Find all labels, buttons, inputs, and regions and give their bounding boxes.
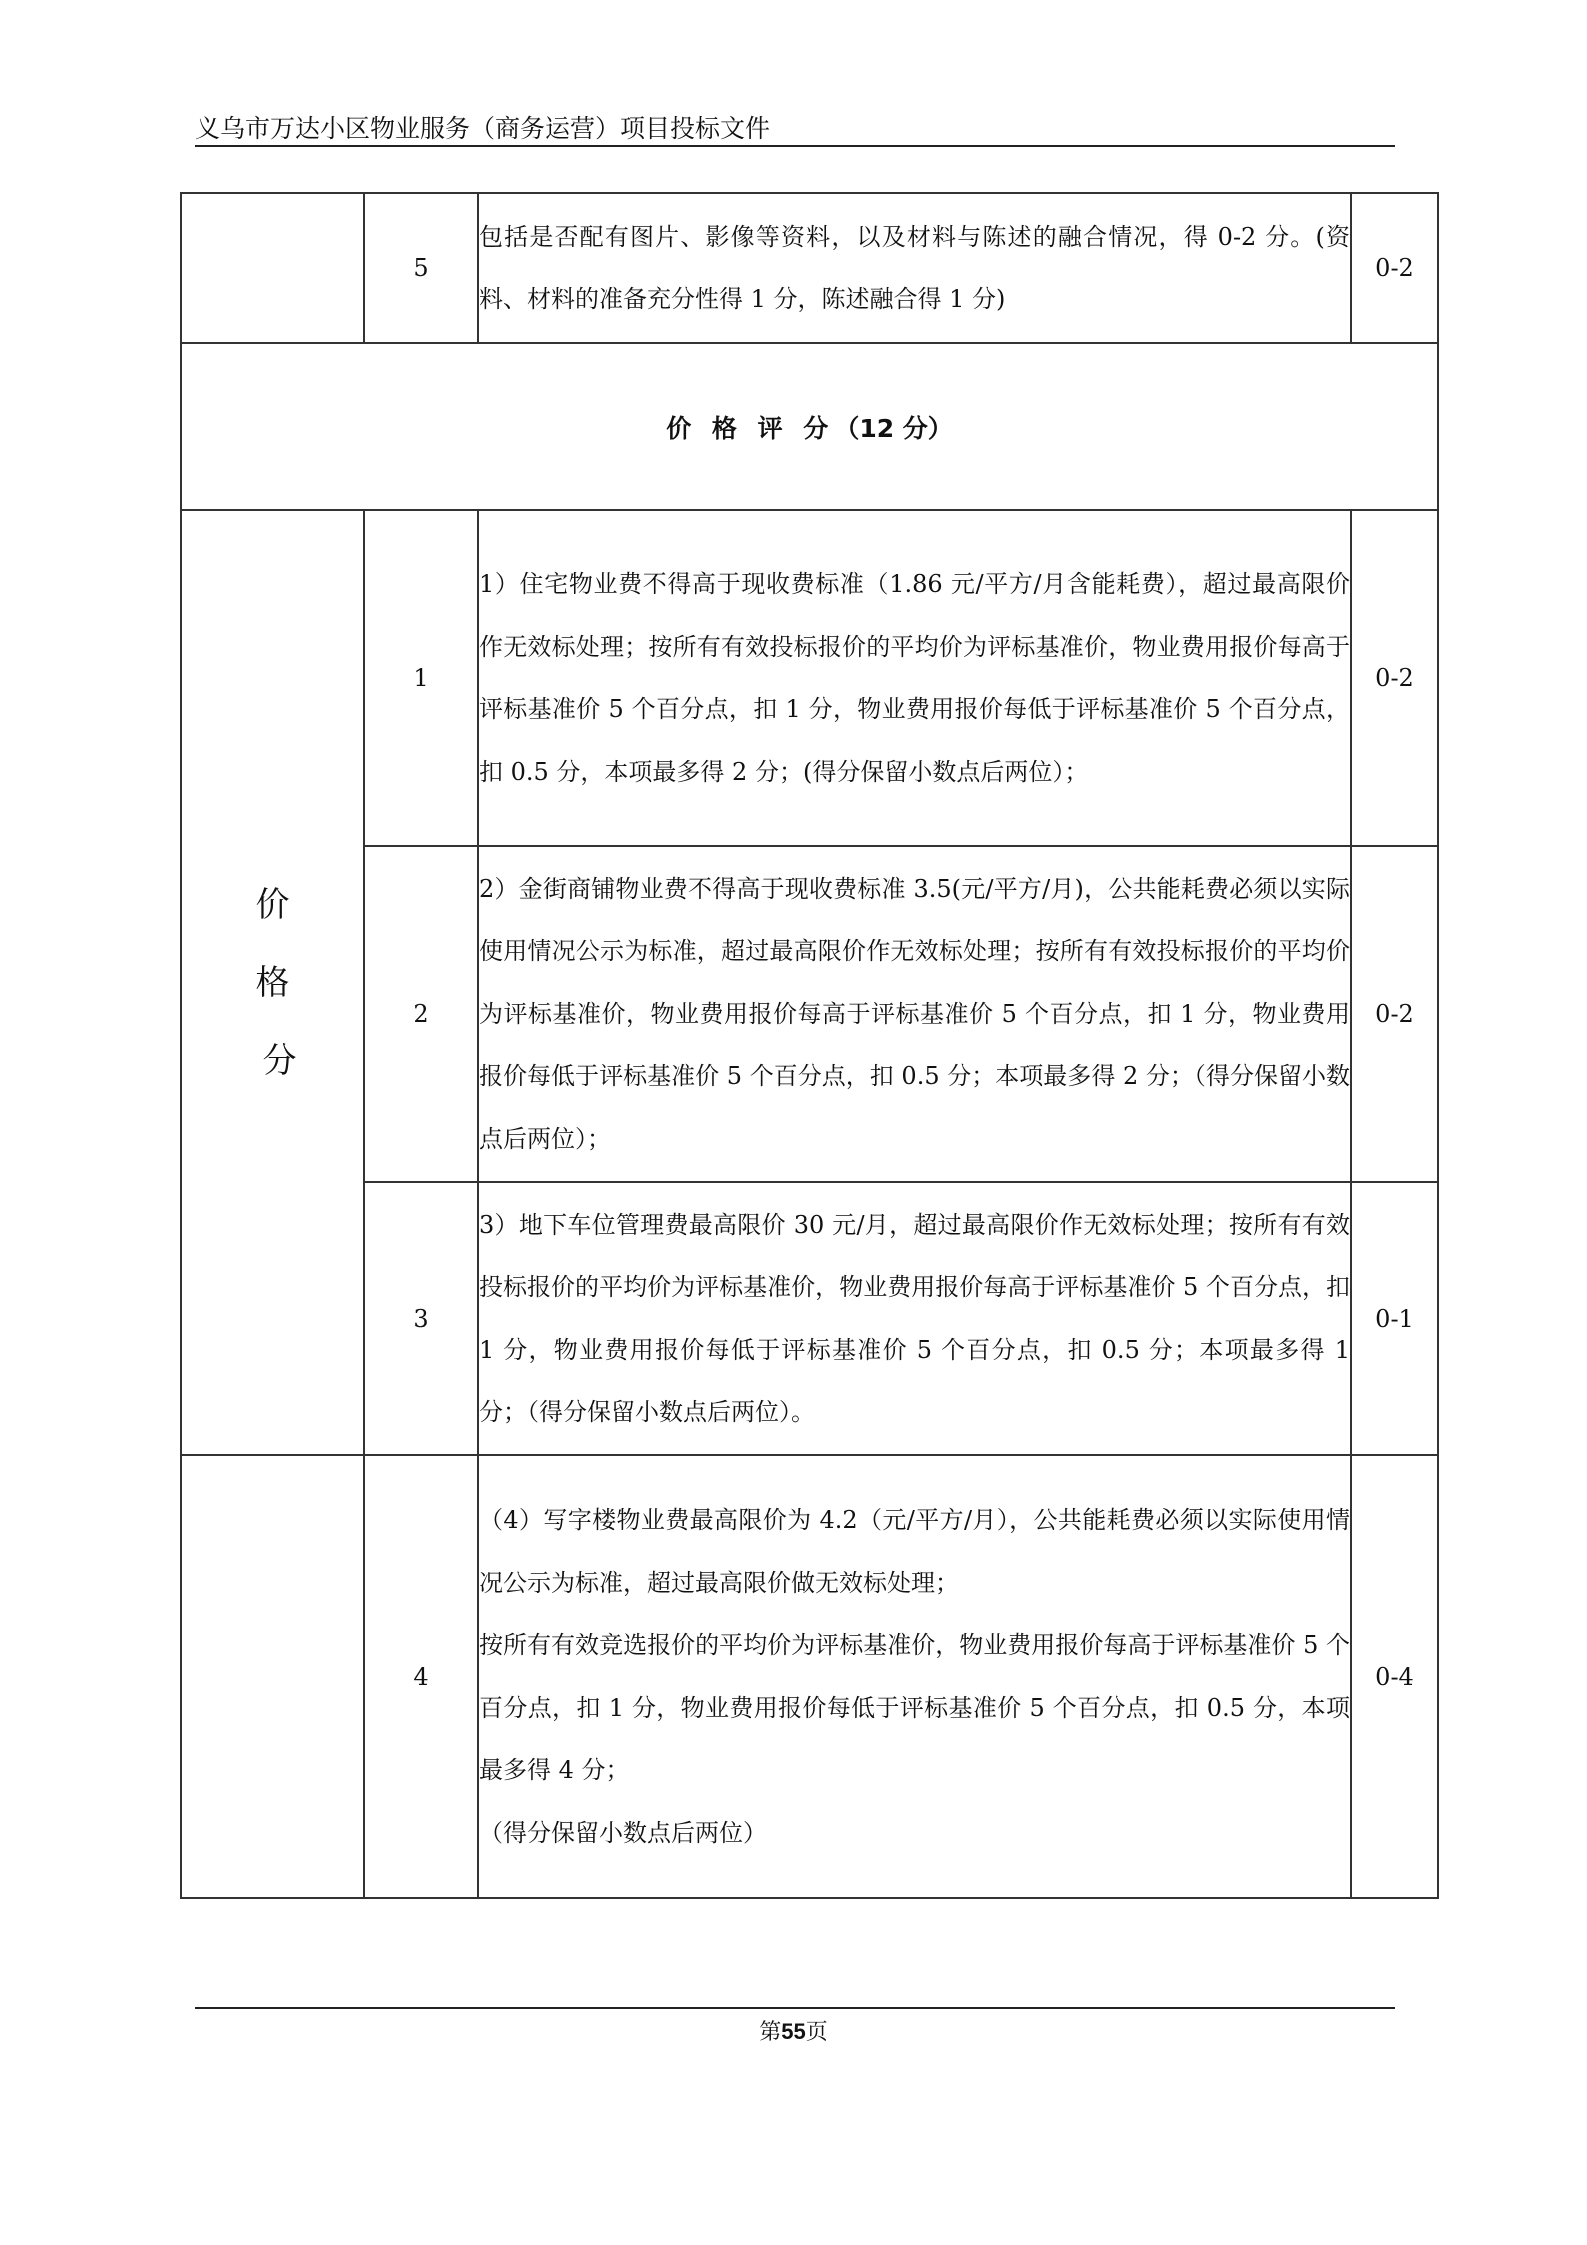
page-number: 55	[781, 2019, 806, 2044]
category-char: 价	[255, 884, 290, 925]
description-paragraph: 按所有有效竞选报价的平均价为评标基准价，物业费用报价每高于评标基准价 5 个百分点，扣 1 分，物业费用报价每低于评标基准价 5 个百分点，扣 0.5 分，本项最多得 4 分；	[479, 1631, 1350, 1784]
table-row	[181, 1455, 1438, 1898]
description-paragraph: （得分保留小数点后两位）	[479, 1818, 767, 1847]
section-row	[181, 343, 1438, 510]
item-score: 0-2	[1351, 846, 1438, 1182]
item-description	[478, 1455, 1351, 1898]
table-row	[181, 1182, 1438, 1455]
footer-suffix: 页	[805, 2020, 828, 2045]
section-title: 价 格 评 分	[666, 413, 835, 443]
section-points: （12 分）	[834, 413, 953, 443]
item-score: 0-1	[1351, 1182, 1438, 1455]
header-rule	[195, 145, 1395, 147]
empty-category-cell	[181, 1455, 364, 1898]
table-row	[181, 193, 1438, 343]
item-score: 0-2	[1351, 193, 1438, 343]
document-header: 义乌市万达小区物业服务（商务运营）项目投标文件	[195, 114, 771, 143]
category-price-score	[181, 510, 364, 1455]
item-description: 包括是否配有图片、影像等资料，以及材料与陈述的融合情况，得 0-2 分。(资料、材料的准备充分性得 1 分，陈述融合得 1 分)	[478, 193, 1351, 343]
item-number: 4	[364, 1455, 478, 1898]
empty-category-cell	[181, 193, 364, 343]
page-footer	[0, 2015, 1587, 2046]
item-score: 0-2	[1351, 510, 1438, 846]
item-score: 0-4	[1351, 1455, 1438, 1898]
item-number: 3	[364, 1182, 478, 1455]
table-row	[181, 846, 1438, 1182]
item-description: 3）地下车位管理费最高限价 30 元/月，超过最高限价作无效标处理；按所有有效投标报价的平均价为评标基准价，物业费用报价每高于评标基准价 5 个百分点，扣 1 分，物业费用报价每低于评标基准价 5 个百分点，扣 0.5 分；本项最多得 1 分；（得分保留小数点后两位）。	[478, 1182, 1351, 1455]
description-paragraph: （4）写字楼物业费最高限价为 4.2（元/平方/月），公共能耗费必须以实际使用情况公示为标准，超过最高限价做无效标处理；	[479, 1506, 1350, 1597]
item-description: 2）金街商铺物业费不得高于现收费标准 3.5(元/平方/月)，公共能耗费必须以实际使用情况公示为标准，超过最高限价作无效标处理；按所有有效投标报价的平均价为评标基准价，物业费用报价每高于评标基准价 5 个百分点，扣 1 分，物业费用报价每低于评标基准价 5 个百分点，扣 0.5 分；本项最多得 2 分；（得分保留小数点后两位）；	[478, 846, 1351, 1182]
item-number: 5	[364, 193, 478, 343]
scoring-table	[180, 192, 1439, 1899]
footer-rule	[195, 2007, 1395, 2009]
table-row	[181, 510, 1438, 846]
footer-prefix: 第	[759, 2020, 782, 2045]
item-description: 1）住宅物业费不得高于现收费标准（1.86 元/平方/月含能耗费），超过最高限价作无效标处理；按所有有效投标报价的平均价为评标基准价，物业费用报价每高于评标基准价 5 个百分点，扣 1 分，物业费用报价每低于评标基准价 5 个百分点，扣 0.5 分，本项最多得 2 分；(得分保留小数点后两位）；	[478, 510, 1351, 846]
category-char: 格	[255, 962, 290, 1003]
item-number: 2	[364, 846, 478, 1182]
section-heading	[181, 343, 1438, 510]
category-char: 分	[262, 1040, 297, 1081]
item-number: 1	[364, 510, 478, 846]
